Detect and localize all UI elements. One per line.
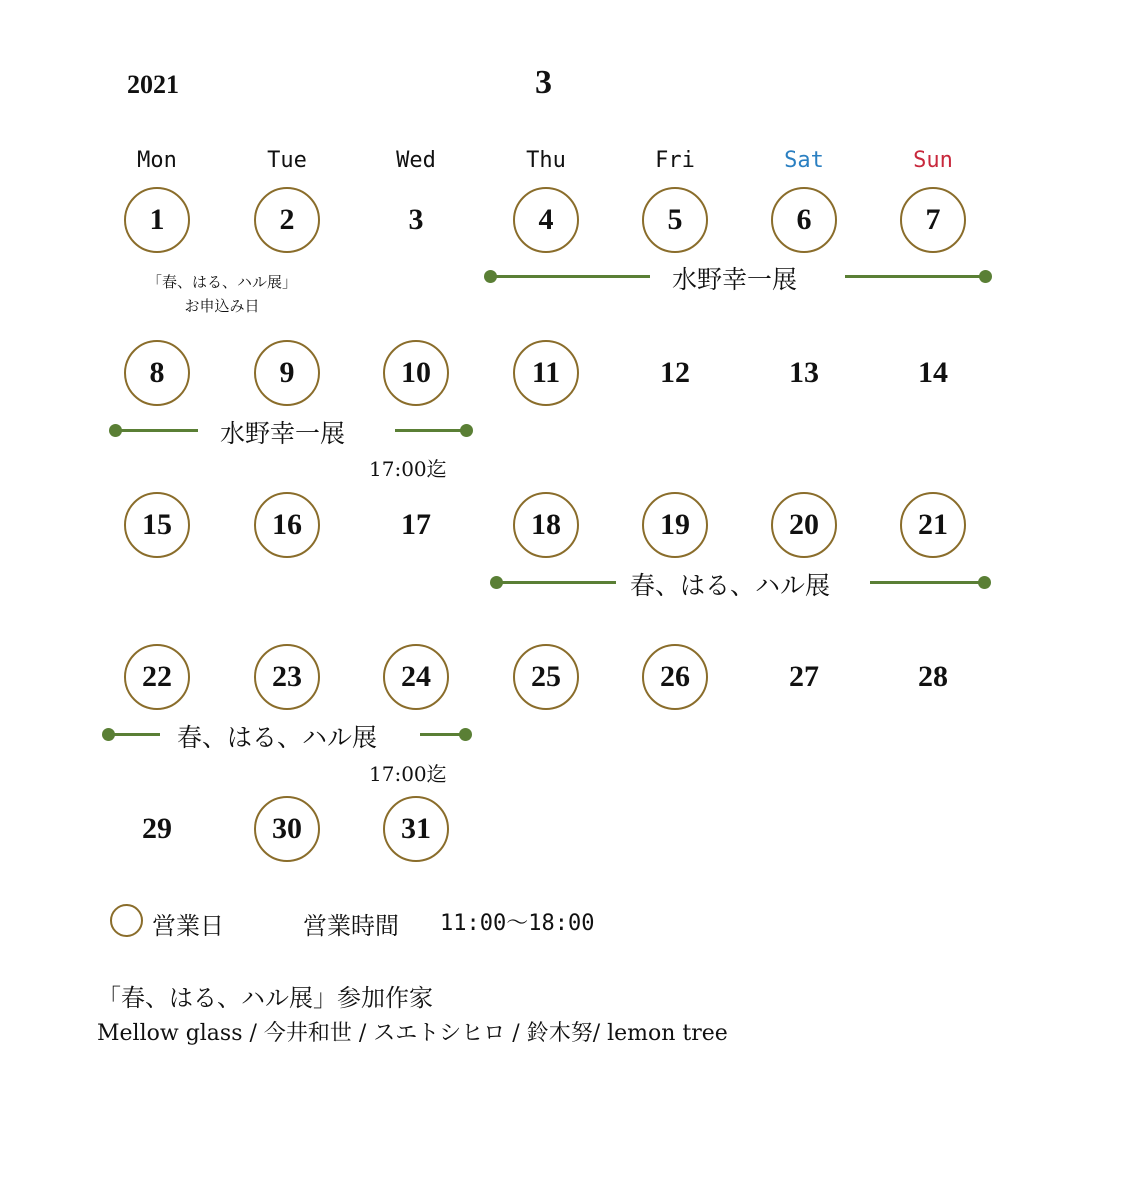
event-line [115, 429, 198, 432]
day-22: 22 [124, 644, 190, 710]
day-31: 31 [383, 796, 449, 862]
artists-heading: 「春、はる、ハル展」参加作家 [97, 984, 433, 1012]
weekday-thu: Thu [526, 148, 566, 173]
day-6: 6 [771, 187, 837, 253]
year-label: 2021 [127, 70, 179, 99]
day-26: 26 [642, 644, 708, 710]
weekday-wed: Wed [396, 148, 436, 173]
day-5: 5 [642, 187, 708, 253]
closing-time-note: 17:00迄 [369, 762, 447, 786]
closing-time-note: 17:00迄 [369, 457, 447, 481]
day-13: 13 [789, 356, 819, 389]
weekday-sun: Sun [913, 148, 953, 173]
mizuno-exhibit-label: 水野幸一展 [220, 419, 346, 448]
event-line [395, 429, 465, 432]
application-note-line1: 「春、はる、ハル展」 [146, 273, 297, 291]
month-label: 3 [535, 64, 552, 101]
day-16: 16 [254, 492, 320, 558]
event-end-dot [979, 270, 992, 283]
day-10: 10 [383, 340, 449, 406]
day-9: 9 [254, 340, 320, 406]
event-line [496, 581, 616, 584]
day-1: 1 [124, 187, 190, 253]
weekday-mon: Mon [137, 148, 177, 173]
weekday-sat: Sat [784, 148, 824, 173]
event-end-dot [460, 424, 473, 437]
business-hours-value: 11:00〜18:00 [440, 911, 595, 936]
event-end-dot [978, 576, 991, 589]
day-20: 20 [771, 492, 837, 558]
day-8: 8 [124, 340, 190, 406]
application-day-note [122, 270, 322, 318]
event-line [845, 275, 985, 278]
mizuno-exhibit-label: 水野幸一展 [672, 265, 798, 294]
day-25: 25 [513, 644, 579, 710]
day-18: 18 [513, 492, 579, 558]
day-17: 17 [401, 508, 431, 541]
day-30: 30 [254, 796, 320, 862]
day-7: 7 [900, 187, 966, 253]
day-19: 19 [642, 492, 708, 558]
event-line [108, 733, 160, 736]
day-11: 11 [513, 340, 579, 406]
day-29: 29 [142, 812, 172, 845]
day-27: 27 [789, 660, 819, 693]
day-21: 21 [900, 492, 966, 558]
day-15: 15 [124, 492, 190, 558]
application-note-line2: お申込み日 [184, 297, 260, 315]
artists-list: Mellow glass / 今井和世 / スエトシヒロ / 鈴木努/ lemon tree [97, 1021, 728, 1046]
event-line [490, 275, 650, 278]
haru-exhibit-label: 春、はる、ハル展 [177, 723, 378, 752]
day-2: 2 [254, 187, 320, 253]
event-line [870, 581, 984, 584]
haru-exhibit-label: 春、はる、ハル展 [630, 571, 831, 600]
business-hours-label: 営業時間 [303, 912, 399, 940]
day-28: 28 [918, 660, 948, 693]
day-24: 24 [383, 644, 449, 710]
day-4: 4 [513, 187, 579, 253]
day-3: 3 [408, 203, 424, 236]
day-12: 12 [660, 356, 690, 389]
day-14: 14 [918, 356, 948, 389]
weekday-fri: Fri [655, 148, 695, 173]
weekday-tue: Tue [267, 148, 307, 173]
open-day-legend-icon [110, 904, 143, 937]
event-end-dot [459, 728, 472, 741]
day-23: 23 [254, 644, 320, 710]
open-day-legend-label: 営業日 [152, 912, 224, 940]
